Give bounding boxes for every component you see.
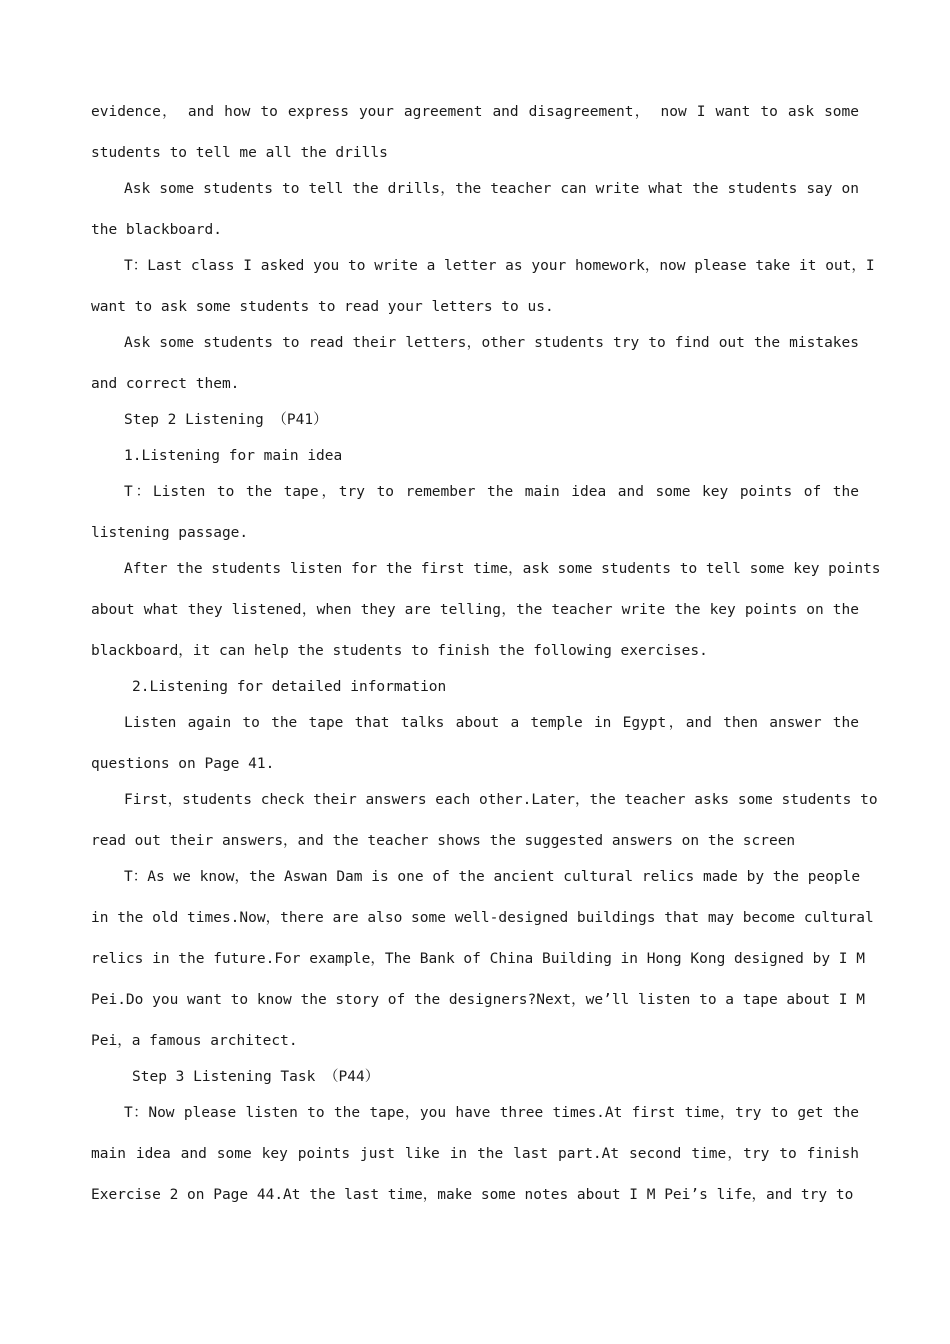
paragraph [91,252,875,329]
text-line: in the old times.Now，there are also some well-designed buildings that may become cultural [91,910,874,926]
text-line: Listen again to the tape that talks about a temple in Egypt，and then answer the [124,715,859,731]
text-line: want to ask some students to read your letters to us. [91,299,554,315]
text-line: main idea and some key points just like in the last part.At second time，try to finish [91,1146,859,1162]
document-page [91,98,881,1217]
paragraph [91,478,859,555]
text-line: Step 3 Listening Task （P44） [132,1069,380,1085]
text-line: evidence， and how to express your agreement and disagreement， now I want to ask some [91,104,859,120]
text-line: Pei.Do you want to know the story of the designers?Next，we’ll listen to a tape about I M [91,992,865,1008]
text-line: about what they listened，when they are telling，the teacher write the key points on the [91,602,859,618]
paragraph [91,329,859,406]
paragraph [91,175,859,252]
text-line: 2.Listening for detailed information [132,679,447,695]
text-line: 1.Listening for main idea [124,448,343,464]
text-line: blackboard，it can help the students to finish the following exercises. [91,643,708,659]
paragraph [91,709,859,786]
text-line: the blackboard. [91,222,222,238]
text-line: Ask some students to read their letters，other students try to find out the mistakes [124,335,859,351]
paragraph [91,555,881,673]
paragraph [91,1099,859,1217]
text-line: After the students listen for the first time，ask some students to tell some key points [124,561,881,577]
paragraph [91,442,859,478]
paragraph [91,406,859,442]
paragraph [91,98,859,175]
paragraph [91,786,878,863]
text-line: T：Now please listen to the tape，you have three times.At first time，try to get the [124,1105,859,1121]
text-line: students to tell me all the drills [91,145,388,161]
text-line: questions on Page 41. [91,756,275,772]
paragraph [91,1063,859,1099]
text-line: T：Last class I asked you to write a letter as your homework，now please take it out，I [124,258,875,274]
text-line: read out their answers，and the teacher shows the suggested answers on the screen [91,833,796,849]
text-line: Step 2 Listening （P41） [124,412,328,428]
text-line: and correct them. [91,376,240,392]
text-line: First，students check their answers each other.Later，the teacher asks some students to [124,792,878,808]
text-line: listening passage. [91,525,249,541]
text-line: relics in the future.For example，The Bank of China Building in Hong Kong designed by I M [91,951,865,967]
text-line: Exercise 2 on Page 44.At the last time，make some notes about I M Pei’s life，and try to [91,1187,854,1203]
text-line: Pei，a famous architect. [91,1033,298,1049]
text-line: T：As we know，the Aswan Dam is one of the ancient cultural relics made by the people [124,869,861,885]
text-line: Ask some students to tell the drills，the teacher can write what the students say on [124,181,859,197]
text-line: T：Listen to the tape，try to remember the main idea and some key points of the [124,484,859,500]
paragraph [91,673,859,709]
paragraph [91,863,874,1063]
